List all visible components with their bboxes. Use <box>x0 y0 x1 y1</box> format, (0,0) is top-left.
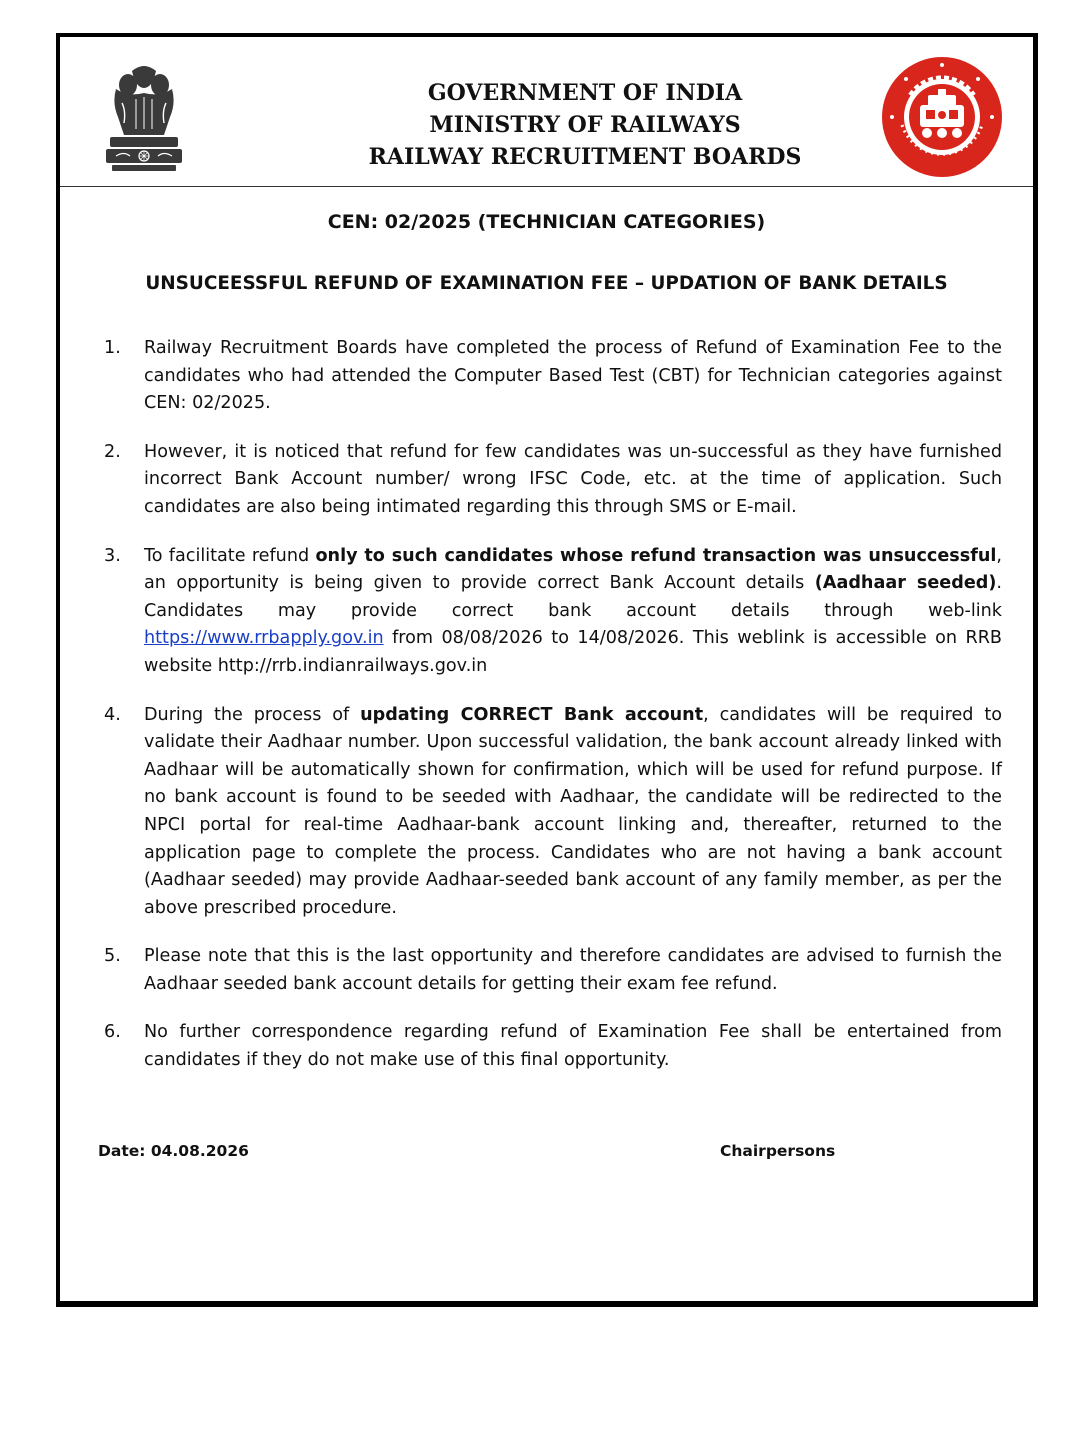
national-emblem-icon <box>102 63 186 173</box>
point-text: No further correspondence regarding refund of Examination Fee shall be entertained from candidates if they do not make use of this final opportunity. <box>144 1022 1002 1071</box>
point-text: from 08/08/2026 to 14/08/2026. This weblink is accessible on RRB website http://rrb.indianrailways.gov.in <box>144 628 1002 676</box>
rrbapply-link[interactable]: https://www.rrbapply.gov.in <box>144 628 384 649</box>
notice-date: Date: 04.08.2026 <box>98 1142 249 1160</box>
list-item <box>104 543 1002 681</box>
header-boards: RAILWAY RECRUITMENT BOARDS <box>368 144 802 170</box>
notice-subject: UNSUCEESSFUL REFUND OF EXAMINATION FEE – UPDATION OF BANK DETAILS <box>145 273 948 294</box>
point-emphasis: only to such candidates whose refund transaction was unsuccessful <box>315 545 997 566</box>
list-item <box>104 1019 1002 1074</box>
point-text: Please note that this is the last opportunity and therefore candidates are advised to furnish the Aadhaar seeded bank account details for getting their exam fee refund. <box>144 946 1002 994</box>
point-number: 3. <box>104 545 121 566</box>
list-item <box>104 439 1002 522</box>
letterhead-titles <box>290 77 880 173</box>
signatory: Chairpersons <box>720 1142 836 1160</box>
point-number: 4. <box>104 704 121 725</box>
point-number: 1. <box>104 338 121 358</box>
point-text: , an opportunity is being given to provide correct Bank Account details <box>144 545 1003 594</box>
point-emphasis: updating CORRECT Bank account <box>360 704 704 725</box>
indian-railways-logo-icon <box>880 55 1004 179</box>
point-text: However, it is noticed that refund for few candidates was un-successful as they have furnished incorrect Bank Account number/ wrong IFSC Code, etc. at the time of application. Such candidates are also being intimated regarding this through SMS or E-mail. <box>144 441 1002 517</box>
header-government: GOVERNMENT OF INDIA <box>427 80 743 106</box>
notice-frame <box>56 33 1038 1307</box>
header-ministry: MINISTRY OF RAILWAYS <box>429 112 741 138</box>
point-text: , candidates will be required to validate their Aadhaar number. Upon successful validation, the bank account already linked with Aadhaar will be automatically shown for confirmation, which will be used for refund purpose. If no bank account is found to be seeded with Aadhaar, the candidate will be redirected to the NPCI portal for real-time Aadhaar-bank account linking and, thereafter, returned to the application page to complete the process. Candidates who are not having a bank account (Aadhaar seeded) may provide Aadhaar-seeded bank account of any family member, as per the above prescribed procedure. <box>144 704 1003 918</box>
point-text: Railway Recruitment Boards have completed the process of Refund of Examination Fee to the candidates who had attended the Computer Based Test (CBT) for Technician categories against CEN: 02/2025. <box>144 338 1002 414</box>
point-number: 2. <box>104 441 121 462</box>
list-item <box>104 702 1002 923</box>
list-item <box>104 943 1002 998</box>
point-number: 6. <box>104 1022 121 1043</box>
letterhead <box>60 37 1033 187</box>
list-item <box>104 335 1002 418</box>
point-emphasis: (Aadhaar seeded) <box>814 573 997 594</box>
notice-points <box>104 335 1002 1096</box>
point-text: To facilitate refund <box>144 545 316 566</box>
cen-title: CEN: 02/2025 (TECHNICIAN CATEGORIES) <box>327 211 766 233</box>
point-number: 5. <box>104 946 121 967</box>
point-text: During the process of <box>144 704 361 725</box>
point-text: . Candidates may provide correct bank account details through web-link <box>144 573 1002 621</box>
